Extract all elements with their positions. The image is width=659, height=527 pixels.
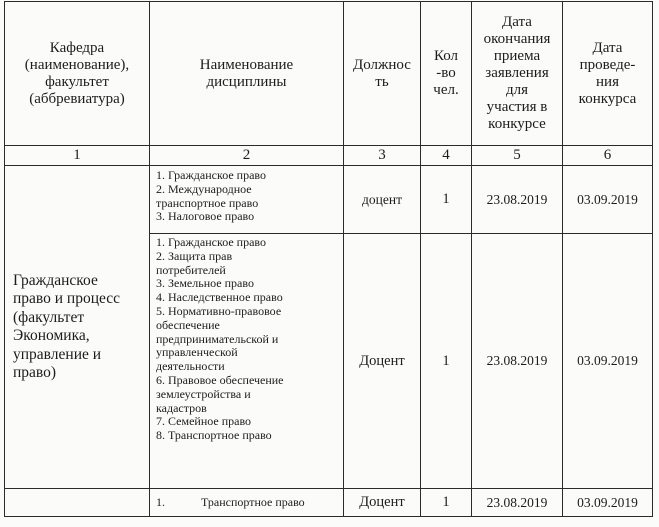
deadline-cell: 23.08.2019	[472, 489, 563, 517]
deadline-cell: 23.08.2019	[472, 234, 563, 489]
column-number: 3	[344, 146, 421, 166]
header-row	[5, 2, 653, 146]
count-cell: 1	[421, 234, 472, 489]
contest-date-cell: 03.09.2019	[563, 234, 653, 489]
discipline-list: 1. Гражданское право 2. Международное транспортное право 3. Налоговое право	[150, 166, 344, 234]
position-cell: Доцент	[344, 234, 421, 489]
column-number-row	[5, 146, 653, 166]
column-number: 5	[472, 146, 563, 166]
discipline-list	[150, 489, 344, 517]
count-cell: 1	[421, 489, 472, 517]
contest-date-cell: 03.09.2019	[563, 489, 653, 517]
header-contest-date: Дата проведе- ния конкурса	[563, 2, 653, 146]
header-department: Кафедра (наименование), факультет (аббревиатура)	[5, 2, 150, 146]
discipline-name: Транспортное право	[201, 494, 305, 509]
header-count: Кол -во чел.	[421, 2, 472, 146]
header-deadline: Дата окончания приема заявления для участия в конкурсе	[472, 2, 563, 146]
table-row	[5, 489, 653, 517]
column-number: 1	[5, 146, 150, 166]
column-number: 6	[563, 146, 653, 166]
department-cell-empty	[5, 489, 150, 517]
position-cell: Доцент	[344, 489, 421, 517]
competition-table	[4, 1, 653, 517]
column-number: 4	[421, 146, 472, 166]
discipline-number: 1.	[156, 494, 165, 509]
count-cell: 1	[421, 166, 472, 234]
discipline-list: 1. Гражданское право 2. Защита прав потребителей 3. Земельное право 4. Наследственное право 5. Нормативно-правовое обеспечение предпринимательской и управленческой деятельности 6. Правовое обеспечение землеустройства и кадастров 7. Семейное право 8. Транспортное право	[150, 234, 344, 489]
position-cell: доцент	[344, 166, 421, 234]
header-discipline: Наименование дисциплины	[150, 2, 344, 146]
department-cell: Гражданское право и процесс (факультет Экономика, управление и право)	[5, 166, 150, 489]
deadline-cell: 23.08.2019	[472, 166, 563, 234]
contest-date-cell: 03.09.2019	[563, 166, 653, 234]
header-position: Должнос ть	[344, 2, 421, 146]
table-row	[5, 166, 653, 234]
column-number: 2	[150, 146, 344, 166]
